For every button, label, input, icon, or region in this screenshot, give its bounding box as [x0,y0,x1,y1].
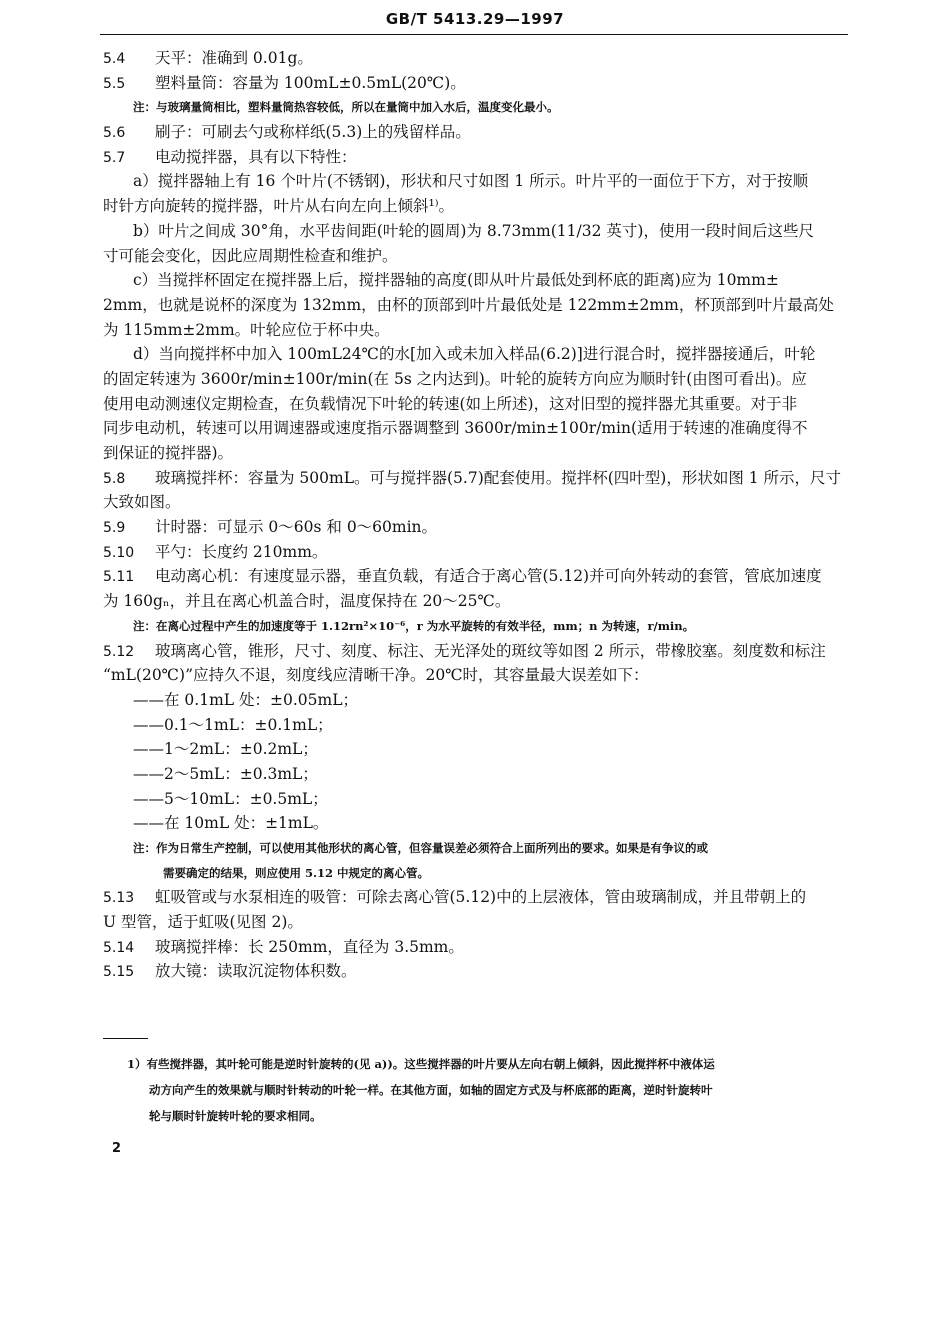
clause-5-7: 5.7 电动搅拌器，具有以下特性： [103,147,357,166]
header-rule [100,34,848,35]
tolerance-item: ——在 10mL 处：±1mL。 [133,814,329,833]
clause-5-7d-line5: 到保证的搅拌器)。 [103,444,234,462]
clause-5-7b-line2: 寸可能会变化，因此应周期性检查和维护。 [103,246,398,265]
note-5-5: 注：与玻璃量筒相比，塑料量筒热容较低，所以在量筒中加入水后，温度变化最小。 [133,100,559,115]
clause-5-7b-line1: b）叶片之间成 30°角，水平齿间距(叶轮的圆周)为 8.73mm(11/32 英寸)，使用一段时间后这些尺 [133,221,814,240]
clause-5-4: 5.4 天平：准确到 0.01g。 [103,49,313,67]
clause-5-7a-line2: 时针方向旋转的搅拌器，叶片从右向左向上倾斜¹⁾。 [103,197,455,216]
clause-5-6: 5.6 刷子：可刷去勺或称样纸(5.3)上的残留样品。 [103,123,471,142]
clause-5-7a-line1: a）搅拌器轴上有 16 个叶片(不锈钢)，形状和尺寸如图 1 所示。叶片平的一面位于下方，对于按顺 [133,172,809,191]
tolerance-item: ——0.1～1mL：±0.1mL； [133,715,333,734]
clause-5-12-line2: “mL(20℃)”应持久不退，刻度线应清晰干净。20℃时，其容量最大误差如下： [103,666,649,685]
clause-5-7d-line3: 使用电动测速仪定期检查，在负载情况下叶轮的转速(如上所述)，这对旧型的搅拌器尤其重要。对于非 [103,394,798,413]
tolerance-item: ——在 0.1mL 处：±0.05mL； [133,690,358,709]
clause-5-8: 5.8 玻璃搅拌杯：容量为 500mL。可与搅拌器(5.7)配套使用。搅拌杯(四叶型)，形状如图 1 所示，尺寸 [103,468,842,487]
page-number: 2 [112,1141,122,1156]
footnote [127,1051,842,1129]
footnote-line: 动方向产生的效果就与顺时针转动的叶轮一样。在其他方面，如轴的固定方式及与杯底部的距离，逆时针旋转叶 [149,1083,713,1097]
clause-5-11: 5.11 电动离心机：有速度显示器，垂直负载，有适合于离心管(5.12)并可向外转动的套管，管底加速度 [103,567,822,586]
clause-5-7d-line1: d）当向搅拌杯中加入 100mL24℃的水[加入或未加入样品(6.2)]进行混合时，搅拌器接通后，叶轮 [133,345,816,364]
standard-number-header: GB/T 5413.29—1997 [385,10,565,28]
footnote-line: 1）有些搅拌器，其叶轮可能是逆时针旋转的(见 a))。这些搅拌器的叶片要从左向右朝上倾斜，因此搅拌杯中液体运 [127,1057,715,1071]
clause-5-11-line2: 为 160gₙ，并且在离心机盖合时，温度保持在 20～25℃。 [103,592,511,611]
clause-5-9: 5.9 计时器：可显示 0～60s 和 0～60min。 [103,518,438,537]
note-5-11: 注：在离心过程中产生的加速度等于 1.12rn²×10⁻⁶，r 为水平旋转的有效半径，mm；n 为转速，r/min。 [133,618,695,633]
clause-5-7c-line1: c）当搅拌杯固定在搅拌器上后，搅拌器轴的高度(即从叶片最低处到杯底的距离)应为 10mm± [133,271,779,290]
note-5-12-line1: 注：作为日常生产控制，可以使用其他形状的离心管，但容量误差必须符合上面所列出的要求。如果是有争议的或 [133,841,708,855]
clause-5-7d-line4: 同步电动机，转速可以用调速器或速度指示器调整到 3600r/min±100r/min(适用于转速的准确度得不 [103,419,808,438]
tolerance-item: ——2～5mL：±0.3mL； [133,764,318,783]
clause-5-5: 5.5 塑料量筒：容量为 100mL±0.5mL(20℃)。 [103,73,466,92]
clause-5-15: 5.15 放大镜：读取沉淀物体积数。 [103,962,357,981]
clause-5-8-line2: 大致如图。 [103,493,181,512]
clause-5-7d-line2: 的固定转速为 3600r/min±100r/min(在 5s 之内达到)。叶轮的旋转方向应为顺时针(由图可看出)。应 [103,369,807,388]
clause-5-7c-line2: 2mm，也就是说杯的深度为 132mm，由杯的顶部到叶片最低处是 122mm±2mm，杯顶部到叶片最高处 [103,295,834,314]
clause-5-14: 5.14 玻璃搅拌棒：长 250mm，直径为 3.5mm。 [103,937,464,956]
clause-5-13-line2: U 型管，适于虹吸(见图 2)。 [103,913,303,932]
clause-5-13: 5.13 虹吸管或与水泵相连的吸管：可除去离心管(5.12)中的上层液体，管由玻璃制成，并且带朝上的 [103,888,807,907]
document-body [103,46,848,984]
footnote-rule [103,1038,148,1039]
clause-5-12: 5.12 玻璃离心管，锥形，尺寸、刻度、标注、无光泽处的斑纹等如图 2 所示，带橡胶塞。刻度数和标注 [103,641,826,660]
clause-5-10: 5.10 平勺：长度约 210mm。 [103,542,328,561]
note-5-12-line2: 需要确定的结果，则应使用 5.12 中规定的离心管。 [163,865,430,880]
tolerance-item: ——1～2mL：±0.2mL； [133,740,318,759]
tolerance-item: ——5～10mL：±0.5mL； [133,789,328,808]
footnote-line: 轮与顺时针旋转叶轮的要求相同。 [149,1109,322,1123]
clause-5-7c-line3: 为 115mm±2mm。叶轮应位于杯中央。 [103,320,390,339]
